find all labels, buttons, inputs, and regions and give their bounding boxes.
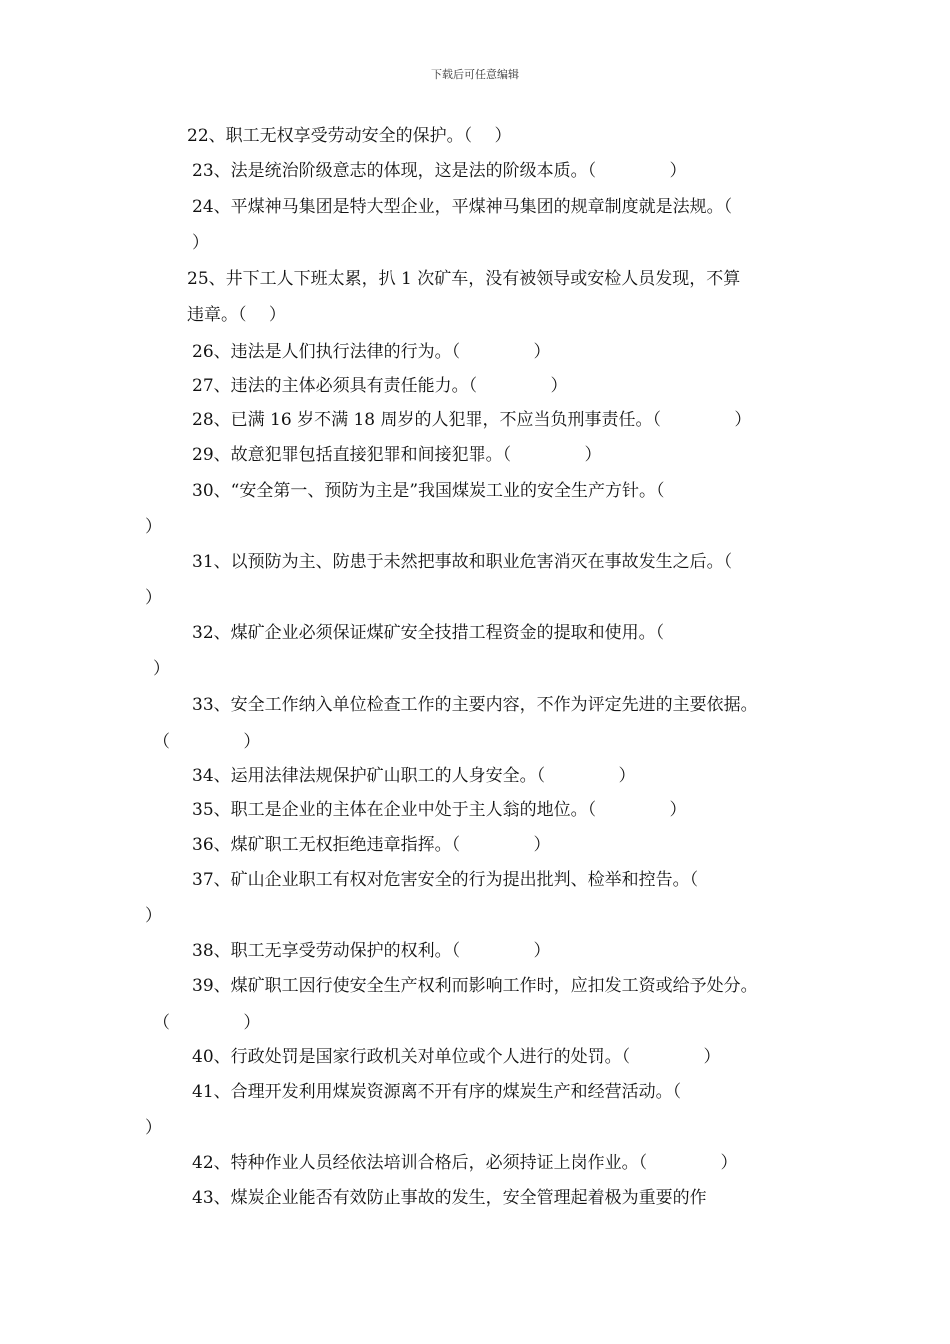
question-39-continued: （ ） — [153, 1013, 261, 1033]
question-40: 40、行政处罚是国家行政机关对单位或个人进行的处罚。（ ） — [192, 1047, 721, 1067]
question-35: 35、职工是企业的主体在企业中处于主人翁的地位。（ ） — [192, 800, 687, 820]
question-26: 26、违法是人们执行法律的行为。（ ） — [192, 342, 551, 362]
question-28: 28、已满 16 岁不满 18 周岁的人犯罪，不应当负刑事责任。（ ） — [192, 410, 752, 430]
question-34: 34、运用法律法规保护矿山职工的人身安全。（ ） — [192, 766, 636, 786]
question-25: 25、井下工人下班太累，扒 1 次矿车，没有被领导或安检人员发现，不算 — [187, 269, 741, 289]
question-36: 36、煤矿职工无权拒绝违章指挥。（ ） — [192, 835, 551, 855]
question-33-continued: （ ） — [153, 732, 261, 752]
question-22: 22、职工无权享受劳动安全的保护。（ ） — [187, 126, 512, 146]
question-43: 43、煤炭企业能否有效防止事故的发生，安全管理起着极为重要的作 — [192, 1188, 707, 1208]
question-37: 37、矿山企业职工有权对危害安全的行为提出批判、检举和控告。（ — [192, 870, 699, 890]
question-24: 24、平煤神马集团是特大型企业，平煤神马集团的规章制度就是法规。（ — [192, 197, 733, 217]
question-30-continued: ） — [145, 517, 162, 537]
question-32: 32、煤矿企业必须保证煤矿安全技措工程资金的提取和使用。（ — [192, 623, 665, 643]
question-38: 38、职工无享受劳动保护的权利。（ ） — [192, 941, 551, 961]
question-24-continued: ） — [192, 233, 209, 253]
question-41-continued: ） — [145, 1118, 162, 1138]
page-header: 下载后可任意编辑 — [431, 68, 519, 81]
question-33: 33、安全工作纳入单位检查工作的主要内容，不作为评定先进的主要依据。 — [192, 695, 758, 715]
question-30: 30、“安全第一、预防为主是”我国煤炭工业的安全生产方针。（ — [192, 481, 665, 501]
question-32-continued: ） — [153, 659, 170, 679]
question-31: 31、以预防为主、防患于未然把事故和职业危害消灭在事故发生之后。（ — [192, 552, 733, 572]
question-29: 29、故意犯罪包括直接犯罪和间接犯罪。（ ） — [192, 445, 602, 465]
question-27: 27、违法的主体必须具有责任能力。（ ） — [192, 376, 568, 396]
question-42: 42、特种作业人员经依法培训合格后，必须持证上岗作业。（ ） — [192, 1153, 738, 1173]
question-25-continued: 违章。（ ） — [187, 305, 286, 325]
question-39: 39、煤矿职工因行使安全生产权利而影响工作时，应扣发工资或给予处分。 — [192, 976, 758, 996]
question-31-continued: ） — [145, 588, 162, 608]
question-41: 41、合理开发利用煤炭资源离不开有序的煤炭生产和经营活动。（ — [192, 1082, 682, 1102]
question-23: 23、法是统治阶级意志的体现，这是法的阶级本质。（ ） — [192, 161, 687, 181]
question-37-continued: ） — [145, 906, 162, 926]
